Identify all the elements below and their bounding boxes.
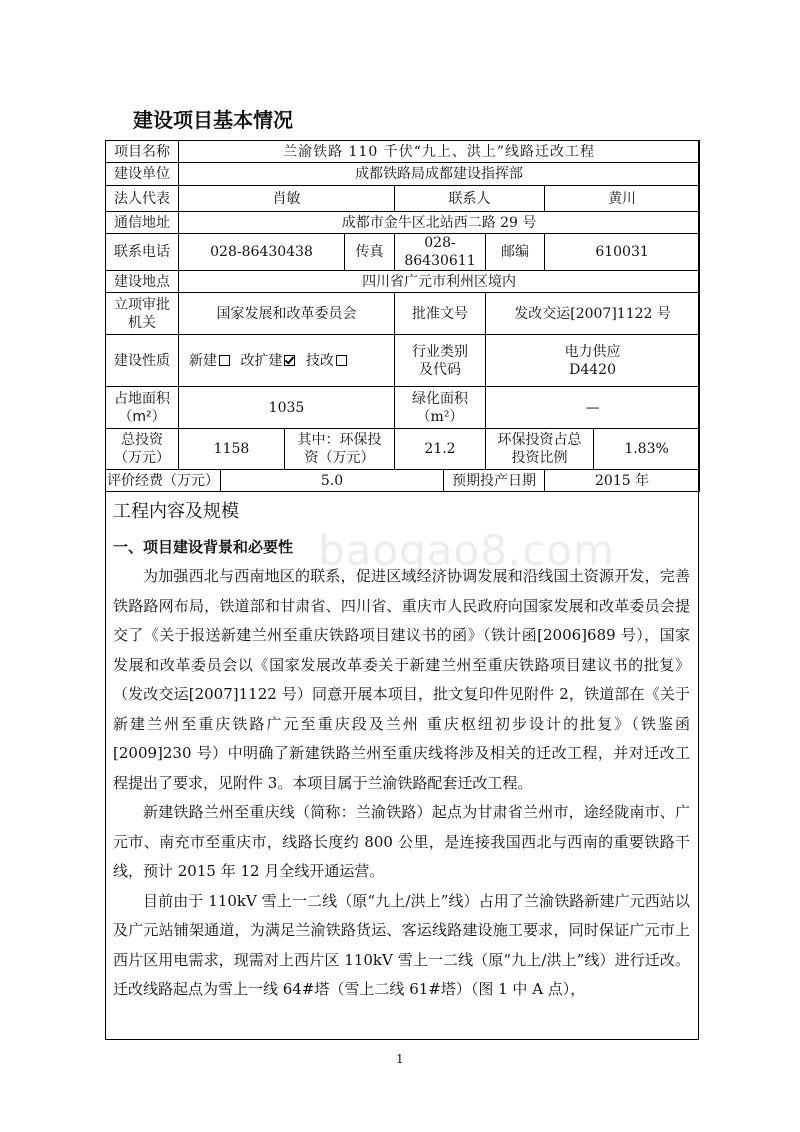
page-number: 1 <box>396 1052 404 1066</box>
table-row <box>106 163 700 186</box>
address-value: 成都市金牛区北站西二路 29 号 <box>179 212 700 234</box>
nature-label: 建设性质 <box>106 335 179 387</box>
builder-label: 建设单位 <box>106 163 179 186</box>
builder-value: 成都铁路局成都建设指挥部 <box>179 163 700 186</box>
contact-label: 联系人 <box>395 186 545 212</box>
page-title: 建设项目基本情况 <box>133 108 293 132</box>
approval-authority-value: 国家发展和改革委员会 <box>179 293 395 335</box>
table-row <box>106 186 700 212</box>
industry-label: 行业类别 及代码 <box>395 335 486 387</box>
contact-value: 黄川 <box>545 186 700 212</box>
paragraph: 为加强西北与西南地区的联系，促进区域经济协调发展和沿线国土资源开发，完善铁路路网布局，铁道部和甘肃省、四川省、重庆市人民政府向国家发展和改革委员会提交了《关于报送新建兰州至重庆铁路项目建议书的函》（铁计函[2006]689 号），国家发展和改革委员会以《国家发展改革委关于新建兰州至重庆铁路项目建议书的批复》（发改交运[2007]1122 号）同意开展本项目，批文复印件见附件 2，铁道部在《关于新建兰州至重庆铁路广元至重庆段及兰州 重庆枢纽初步设计的批复》（铁鉴函[2009]230 号）中明确了新建铁路兰州至重庆线将涉及相关的迁改工程，并对迁改工程提出了要求，见附件 3。本项目属于兰渝铁路配套迁改工程。 <box>113 567 690 792</box>
production-date-label: 预期投产日期 <box>444 470 545 492</box>
postcode-value: 610031 <box>545 234 700 271</box>
address-label: 通信地址 <box>106 212 179 234</box>
phone-label: 联系电话 <box>106 234 179 271</box>
total-invest-label: 总投资 （万元） <box>106 429 179 470</box>
legal-rep-value: 肖敏 <box>179 186 395 212</box>
nature-option-tech-checkbox[interactable] <box>336 355 347 366</box>
fax-value: 028-86430611 <box>395 234 486 271</box>
body-text <box>113 562 690 1005</box>
nature-option-expand-checkbox[interactable] <box>284 355 295 366</box>
phone-value: 028-86430438 <box>179 234 345 271</box>
env-invest-label: 其中：环保投 资（万元） <box>285 429 395 470</box>
table-row <box>106 470 700 492</box>
nature-option-new-label: 新建 <box>189 352 217 369</box>
table-row <box>106 212 700 234</box>
eval-fee-value: 5.0 <box>221 470 444 492</box>
table-row <box>106 429 700 470</box>
subsection-title: 一、项目建设背景和必要性 <box>113 538 294 556</box>
approval-authority-label: 立项审批 机关 <box>106 293 179 335</box>
land-area-value: 1035 <box>179 387 395 429</box>
production-date-value: 2015 年 <box>545 470 700 492</box>
watermark: baogao8.com <box>318 526 615 575</box>
location-value: 四川省广元市利州区境内 <box>179 271 700 293</box>
nature-option-new-checkbox[interactable] <box>219 355 230 366</box>
fax-label: 传真 <box>345 234 395 271</box>
env-ratio-value: 1.83% <box>594 429 700 470</box>
table-row <box>106 234 700 271</box>
section-title: 工程内容及规模 <box>113 501 239 522</box>
nature-option-tech-label: 技改 <box>305 352 334 369</box>
env-ratio-label: 环保投资占总 投资比例 <box>486 429 594 470</box>
location-label: 建设地点 <box>106 271 179 293</box>
paragraph: 目前由于 110kV 雪上一二线（原“九上/洪上”线）占用了兰渝铁路新建广元西站以及广元站铺架通道，为满足兰渝铁路货运、客运线路建设施工要求，同时保证广元市上西片区用电需求，现需对上西片区 110kV 雪上一二线（原“九上/洪上”线）进行迁改。迁改线路起点为雪上一线 64#塔（雪上二线 61#塔）（图 1 中 A 点）， <box>113 891 690 998</box>
project-name-label: 项目名称 <box>106 141 179 163</box>
eval-fee-label: 评价经费（万元） <box>106 470 221 492</box>
table-row <box>106 271 700 293</box>
industry-value: 电力供应 D4420 <box>486 335 700 387</box>
table-row <box>106 335 700 387</box>
project-name-value: 兰渝铁路 110 千伏“九上、洪上”线路迁改工程 <box>179 141 700 163</box>
land-area-label: 占地面积 （m²） <box>106 387 179 429</box>
green-area-label: 绿化面积 （m²） <box>395 387 486 429</box>
nature-options <box>179 335 395 387</box>
total-invest-value: 1158 <box>179 429 285 470</box>
project-info-table <box>105 140 700 492</box>
approval-doc-value: 发改交运[2007]1122 号 <box>486 293 700 335</box>
table-row <box>106 141 700 163</box>
paragraph: 新建铁路兰州至重庆线（简称：兰渝铁路）起点为甘肃省兰州市，途经陇南市、广元市、南充市至重庆市，线路长度约 800 公里，是连接我国西北与西南的重要铁路干线，预计 2015 年 12 月全线开通运营。 <box>113 803 690 880</box>
legal-rep-label: 法人代表 <box>106 186 179 212</box>
env-invest-value: 21.2 <box>395 429 486 470</box>
green-area-value: — <box>486 387 700 429</box>
postcode-label: 邮编 <box>486 234 545 271</box>
nature-option-expand-label: 改扩建 <box>240 352 283 369</box>
table-row <box>106 387 700 429</box>
table-row <box>106 293 700 335</box>
approval-doc-label: 批准文号 <box>395 293 486 335</box>
